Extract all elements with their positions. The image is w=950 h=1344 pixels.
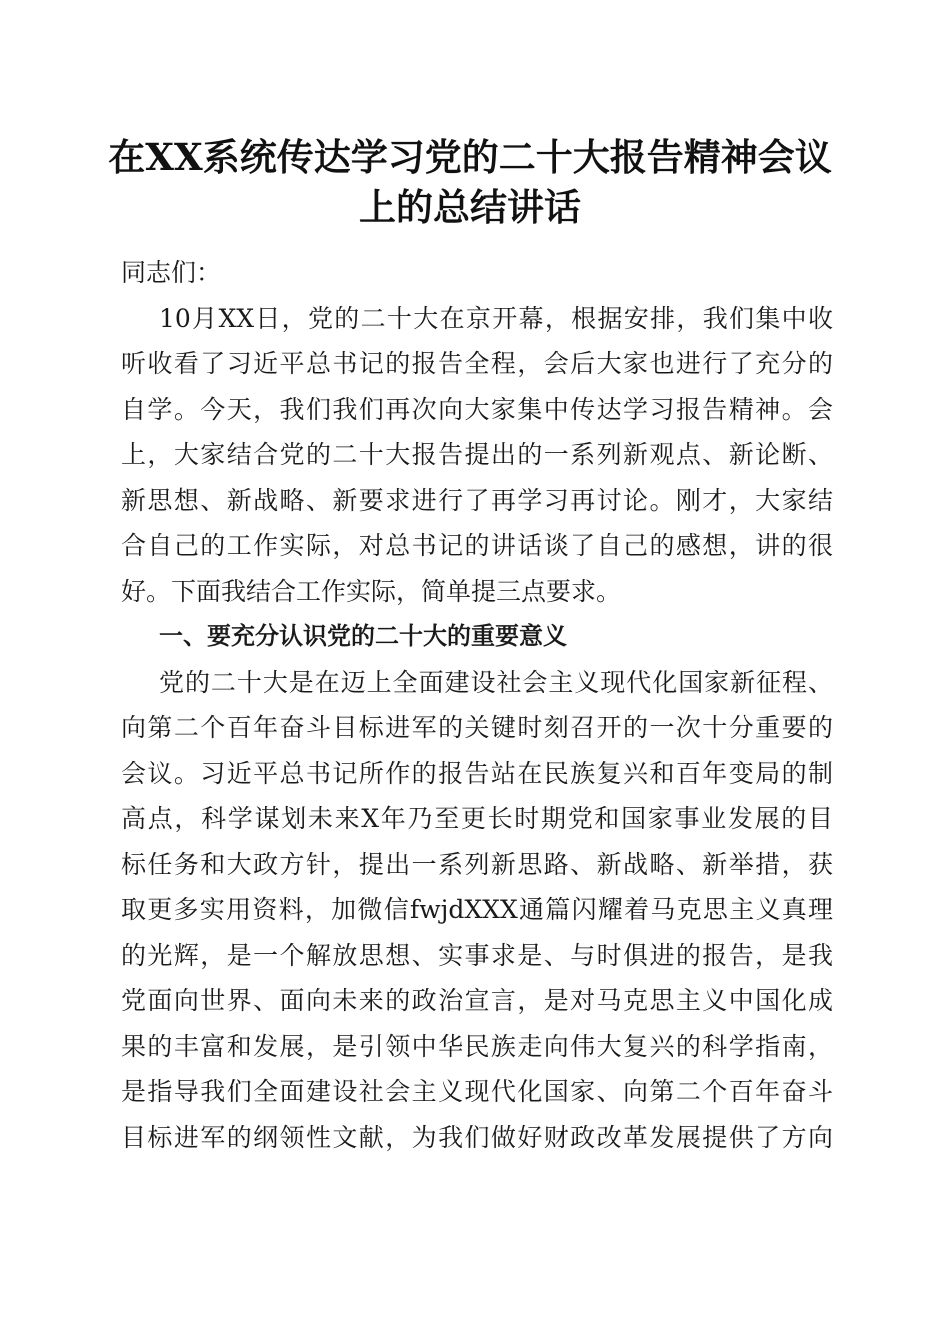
paragraph-line: 会议。习近平总书记所作的报告站在民族复兴和百年变局的制 <box>121 758 833 788</box>
paragraph-line: 好。下面我结合工作实际，简单提三点要求。 <box>121 576 622 606</box>
paragraph-line: 听收看了习近平总书记的报告全程，会后大家也进行了充分的 <box>121 349 833 378</box>
paragraph-intro <box>121 296 833 615</box>
paragraph-line: 上，大家结合党的二十大报告提出的一系列新观点、新论断、 <box>121 440 833 469</box>
section-heading: 一、要充分认识党的二十大的重要意义 <box>159 622 567 650</box>
paragraph-line: 果的丰富和发展，是引领中华民族走向伟大复兴的科学指南， <box>121 1031 833 1061</box>
document-body <box>121 250 833 1160</box>
document-title <box>100 132 840 232</box>
paragraph-line: 高点，科学谋划未来X年乃至更长时期党和国家事业发展的目 <box>121 804 833 833</box>
paragraph-line: 自学。今天，我们我们再次向大家集中传达学习报告精神。会 <box>121 394 833 424</box>
paragraph-line: 党的二十大是在迈上全面建设社会主义现代化国家新征程、 <box>159 667 833 697</box>
salutation: 同志们： <box>121 258 222 287</box>
paragraph-line: 目标进军的纲领性文献，为我们做好财政改革发展提供了方向 <box>121 1122 833 1152</box>
paragraph-line: 合自己的工作实际，对总书记的讲话谈了自己的感想，讲的很 <box>121 531 833 560</box>
paragraph-significance <box>121 660 833 1161</box>
title-line-1: 在XX系统传达学习党的二十大报告精神会议 <box>108 135 832 179</box>
paragraph-line: 党面向世界、面向未来的政治宣言，是对马克思主义中国化成 <box>121 986 833 1015</box>
paragraph-line: 向第二个百年奋斗目标进军的关键时刻召开的一次十分重要的 <box>121 713 833 742</box>
paragraph-line: 是指导我们全面建设社会主义现代化国家、向第二个百年奋斗 <box>121 1077 833 1106</box>
paragraph-line: 取更多实用资料，加微信fwjdXXX通篇闪耀着马克思主义真理 <box>121 895 833 924</box>
paragraph-line: 新思想、新战略、新要求进行了再学习再讨论。刚才，大家结 <box>121 485 833 515</box>
title-line-2: 上的总结讲话 <box>359 185 581 229</box>
paragraph-line: 标任务和大政方针，提出一系列新思路、新战略、新举措，获 <box>121 849 833 879</box>
paragraph-line: 的光辉，是一个解放思想、实事求是、与时俱进的报告，是我 <box>121 940 833 970</box>
paragraph-line: 10月XX日，党的二十大在京开幕，根据安排，我们集中收 <box>159 303 833 333</box>
